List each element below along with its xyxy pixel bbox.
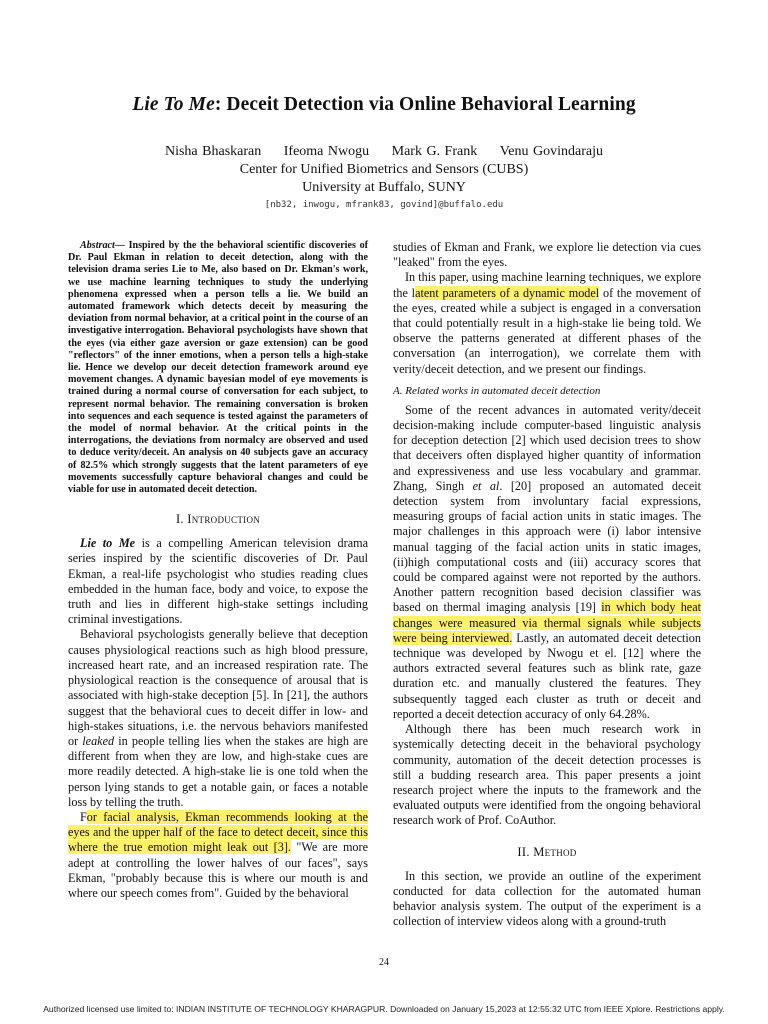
section-number: I. xyxy=(175,512,184,527)
paragraph-text: Some of the recent advances in automated verity/deceit decision-making include computer-based linguistic analysis for deception detection [2] which used decision trees to show that deceivers often displayed higher quantity of information and expressiveness and use less vocabulary and grammar. Zhang, Singh xyxy=(393,402,701,493)
title-rest: : Deceit Detection via Online Behavioral Learning xyxy=(214,94,636,115)
highlighted-text: or facial analysis, Ekman recommends looking at the eyes and the upper half of the face to detect deceit, since this where the true emotion might leak out [3]. xyxy=(68,809,368,855)
emphasis: et al xyxy=(472,478,500,493)
section-heading-method xyxy=(393,845,701,860)
title-italic: Lie To Me xyxy=(132,94,215,115)
paragraph-text: is a compelling American television drama series inspired by the scientific discoveries of Dr. Paul Ekman, a real-life psychologist who studies reading clues embedded in the human face, body and voice, to expose the truth and lies in different high-stake settings including criminal investigations. xyxy=(68,536,368,627)
university: University at Buffalo, SUNY xyxy=(302,180,466,195)
paragraph-text: of the movement of the eyes, created while a subject is engaged in a conversation that could potentially result in a high-stake lie being told. We observe the patterns generated at different phases of the conversation (an interrogation), we correlate them with verity/deceit detection, and we present our findings. xyxy=(393,285,702,376)
intro-paragraph-1 xyxy=(68,536,368,627)
continued-paragraph: studies of Ekman and Frank, we explore lie detection via cues "leaked" from the eyes. xyxy=(393,240,701,270)
right-column xyxy=(393,240,701,929)
paragraph-text: Behavioral psychologists generally believe that deception causes physiological reactions such as high blood pressure, increased heart rate, and an increased respiration rate. The physiological reaction is the consequence of arousal that is associated with high-stake deception [5]. In [21], the authors suggest that the behavioral cues to deceit differ in low- and high-stakes situations, i.e. the nervous behaviors manifested or xyxy=(68,627,368,748)
paragraph-text: F xyxy=(80,809,87,824)
author-list xyxy=(0,144,768,160)
highlighted-text: atent parameters of a dynamic model xyxy=(415,285,600,300)
section-title: Method xyxy=(533,844,577,859)
abstract xyxy=(68,240,368,496)
paragraph-text: In this paper, using machine learning techniques, we explore the l xyxy=(393,270,701,300)
lead-term: Lie to Me xyxy=(80,536,136,551)
paragraph-text: in people telling lies when the stakes are high are different from when they are low, and high-stake cues are more readily detected. A high-stake lie is one told when the person lying stands to get a notable gain, or faces a notable loss by telling the truth. xyxy=(68,733,368,809)
highlighted-text: in which body heat changes were measured via thermal signals while subjects were being interviewed. xyxy=(393,600,701,645)
paragraph-text: "We are more adept at controlling the lower halves of our faces", says Ekman, "probably because this is where our mouth is and where our speech comes from". Guided by the behavioral xyxy=(68,840,368,900)
license-footer: Authorized licensed use limited to: INDIAN INSTITUTE OF TECHNOLOGY KHARAGPUR. Downloaded on January 15,2023 at 12:55:32 UTC from IEEE Xplore. Restrictions apply. xyxy=(43,1004,725,1014)
related-paragraph-1 xyxy=(393,403,701,722)
author: Venu Govindaraju xyxy=(499,144,603,159)
left-column xyxy=(68,240,368,901)
paragraph-text: Lastly, an automated deceit detection technique was developed by Nwogu et el. [12] where the authors extracted several features such as blink rate, gaze duration etc. and manually clustered the features. They subsequently tagged each cluster as truth or deceit and reported a deceit detection accuracy of only 64.28%. xyxy=(393,630,701,721)
author: Ifeoma Nwogu xyxy=(283,144,370,159)
method-paragraph-1: In this section, we provide an outline of the experiment conducted for data collection for the automated human behavior analysis system. The output of the experiment is a collection of interview videos along with a ground-truth xyxy=(393,868,701,929)
related-paragraph-2: Although there has been much research work in systemically detecting deceit in the behavioral psychology community, automation of the deceit detection processes is still a budding research area. This paper presents a joint research project where the inputs to the framework and the evaluated outputs were identified from the ongoing behavioral research work of Prof. CoAuthor. xyxy=(393,722,701,828)
author: Mark G. Frank xyxy=(391,144,478,159)
section-heading-introduction xyxy=(68,512,368,527)
abstract-label: Abstract xyxy=(80,240,115,251)
author: Nisha Bhaskaran xyxy=(164,144,262,159)
page-number: 24 xyxy=(379,957,389,968)
section-title: Introduction xyxy=(187,512,261,527)
subsection-heading-related-works: A. Related works in automated deceit detection xyxy=(393,384,601,397)
intro-paragraph-3 xyxy=(68,810,368,901)
abstract-text: — Inspired by the the behavioral scientific discoveries of Dr. Paul Ekman in relation to deceit detection, along with the television drama series Lie to Me, also based on Dr. Ekman's work, we use machine learning techniques to study the underlying phenomena expressed when a person tells a lie. We build an automated framework which detects deceit by measuring the deviation from normal behavior, at a critical point in the course of an investigative interrogation. Behavioral psychologists have shown that the eyes (via either gaze aversion or gaze extension) can be good "reflectors" of the inner emotions, when a person tells a high-stake lie. Hence we develop our deceit detection framework around eye movement changes. A dynamic bayesian model of eye movements is trained during a normal course of conversation for each subject, to represent normal behavior. The remaining conversation is broken into sequences and each sequence is tested against the parameters of the model of normal behavior. At the critical points in the interrogations, the deviations from normalcy are observed and used to deduce verity/deceit. An analysis on 40 subjects gave an accuracy of 82.5% which strongly suggests that the latent parameters of eye movements successfully capture behavioral changes and could be viable for use in automated deceit detection. xyxy=(68,240,368,496)
section-number: II. xyxy=(517,844,530,859)
paragraph-text: . [20] proposed an automated deceit detection system from involuntary facial expressions, measuring groups of facial action units in static images. The major challenges in this approach were (i) labor intensive manual tagging of the facial action units in static images, (ii)high computational costs and (iii) accuracy scores that could be compared against were not reported by the authors. Another pattern recognition based decision classifier was based on thermal imaging analysis [19] xyxy=(393,478,702,615)
emphasis: leaked xyxy=(82,733,115,748)
author-emails: [nb32, inwogu, mfrank83, govind]@buffalo.edu xyxy=(264,200,504,210)
intro-paragraph-2 xyxy=(68,627,368,809)
intro-paragraph-4 xyxy=(393,270,701,376)
paper-title xyxy=(0,94,768,116)
affiliation: Center for Unified Biometrics and Sensors (CUBS) xyxy=(239,162,529,177)
